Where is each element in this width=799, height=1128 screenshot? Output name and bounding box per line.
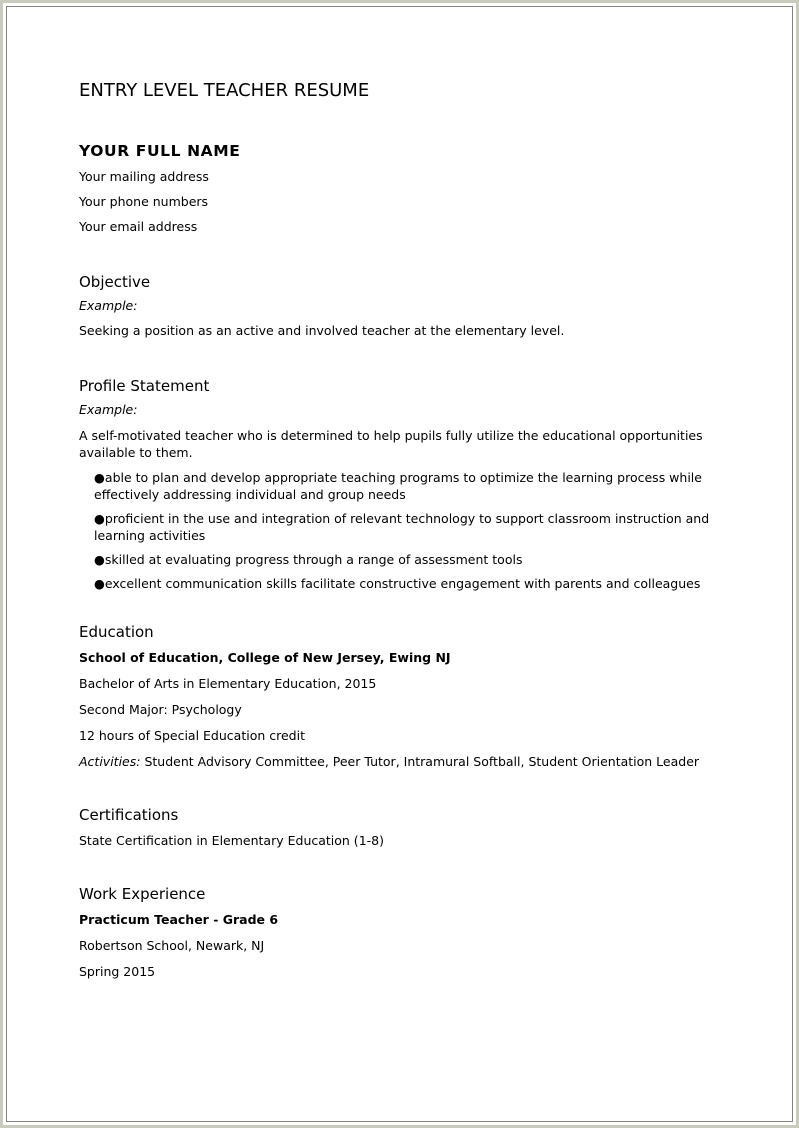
objective-text: Seeking a position as an active and involved teacher at the elementary level. xyxy=(79,323,565,338)
education-second-major: Second Major: Psychology xyxy=(79,702,242,717)
education-degree: Bachelor of Arts in Elementary Education, 2015 xyxy=(79,676,377,691)
mailing-address: Your mailing address xyxy=(79,169,209,184)
list-item: ●skilled at evaluating progress through a range of assessment tools xyxy=(94,552,523,567)
activities-text: Student Advisory Committee, Peer Tutor, Intramural Softball, Student Orientation Leader xyxy=(140,754,700,769)
education-activities xyxy=(79,753,739,770)
contact-block xyxy=(79,169,739,235)
email-address: Your email address xyxy=(79,219,198,234)
resume-page xyxy=(79,79,739,980)
work-place: Robertson School, Newark, NJ xyxy=(79,938,265,953)
work-date: Spring 2015 xyxy=(79,964,156,979)
certification-item: State Certification in Elementary Education (1-8) xyxy=(79,833,384,848)
profile-heading: Profile Statement xyxy=(79,377,210,395)
work-role: Practicum Teacher - Grade 6 xyxy=(79,912,279,927)
full-name: YOUR FULL NAME xyxy=(79,142,241,160)
list-item: ●excellent communication skills facilitate constructive engagement with parents and colleagues xyxy=(94,576,701,591)
phone-numbers: Your phone numbers xyxy=(79,194,209,209)
education-school: School of Education, College of New Jersey, Ewing NJ xyxy=(79,650,451,665)
objective-example-label: Example: xyxy=(79,298,138,313)
education-credit: 12 hours of Special Education credit xyxy=(79,728,305,743)
list-item: ●able to plan and develop appropriate teaching programs to optimize the learning process while effectively addressing individual and group needs xyxy=(94,470,702,502)
document-title: ENTRY LEVEL TEACHER RESUME xyxy=(79,80,370,101)
profile-text: A self-motivated teacher who is determined to help pupils fully utilize the educational opportunities available to them. xyxy=(79,428,703,460)
profile-example-label: Example: xyxy=(79,402,138,417)
profile-bullet-list xyxy=(79,469,739,592)
certifications-heading: Certifications xyxy=(79,806,179,824)
list-item: ●proficient in the use and integration of relevant technology to support classroom instruction and learning activities xyxy=(94,511,710,543)
activities-label: Activities: xyxy=(79,754,141,769)
objective-heading: Objective xyxy=(79,273,151,291)
work-heading: Work Experience xyxy=(79,885,206,903)
education-heading: Education xyxy=(79,623,154,641)
